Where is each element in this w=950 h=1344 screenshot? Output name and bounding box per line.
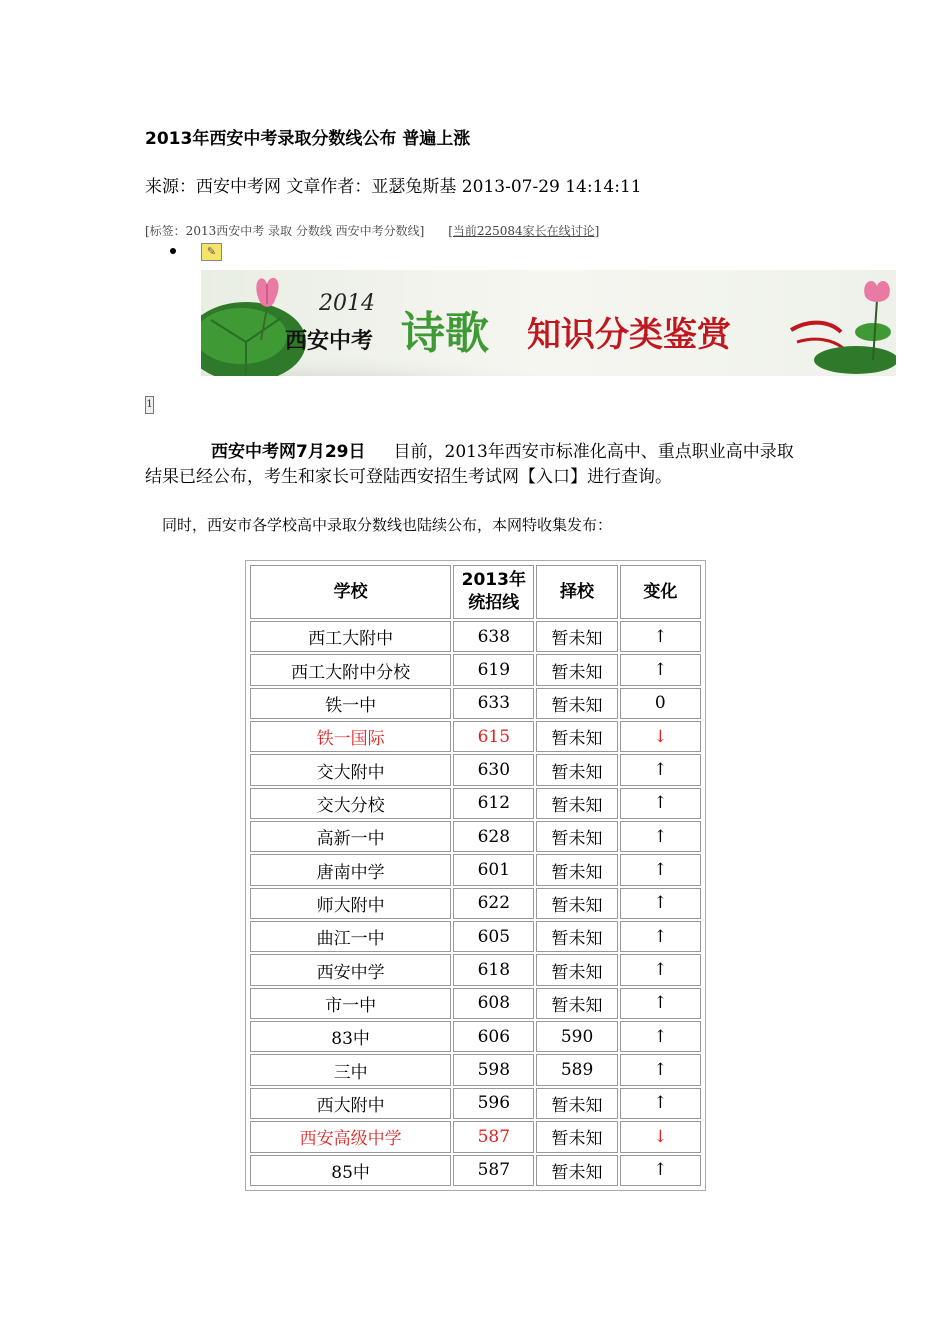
banner-right-text: 知识分类鉴赏	[527, 315, 731, 355]
school-cell: 西工大附中分校	[250, 654, 451, 685]
school-cell: 西工大附中	[250, 621, 451, 652]
choice-cell: 暂未知	[536, 688, 617, 719]
table-header-row	[250, 565, 701, 619]
choice-cell: 暂未知	[536, 754, 617, 785]
score-cell: 622	[453, 888, 534, 919]
banner-image	[201, 270, 896, 376]
change-cell: 0	[620, 688, 701, 719]
school-cell: 铁一国际	[250, 721, 451, 752]
choice-cell: 暂未知	[536, 821, 617, 852]
choice-cell: 暂未知	[536, 921, 617, 952]
table-row	[250, 1155, 701, 1187]
choice-cell: 暂未知	[536, 888, 617, 919]
change-cell: ↑	[620, 654, 701, 685]
school-cell: 曲江一中	[250, 921, 451, 952]
change-cell: ↑	[620, 821, 701, 852]
score-cell: 608	[453, 988, 534, 1019]
change-cell: ↑	[620, 621, 701, 652]
change-cell: ↑	[620, 854, 701, 885]
school-cell: 西安高级中学	[250, 1121, 451, 1152]
choice-cell: 暂未知	[536, 1088, 617, 1119]
change-cell: ↓	[620, 721, 701, 752]
table-row	[250, 988, 701, 1019]
article-title: 2013年西安中考录取分数线公布 普遍上涨	[145, 129, 471, 149]
broken-image-icon: 1	[145, 396, 154, 414]
table-row	[250, 954, 701, 985]
change-cell: ↑	[620, 1088, 701, 1119]
table-row	[250, 1088, 701, 1119]
score-cell: 605	[453, 921, 534, 952]
change-cell: ↓	[620, 1121, 701, 1152]
intro-paragraph	[145, 440, 810, 490]
choice-cell: 590	[536, 1021, 617, 1052]
score-cell: 612	[453, 788, 534, 819]
school-cell: 铁一中	[250, 688, 451, 719]
score-cell: 615	[453, 721, 534, 752]
school-cell: 西大附中	[250, 1088, 451, 1119]
choice-cell: 589	[536, 1054, 617, 1085]
score-cell: 601	[453, 854, 534, 885]
table-row	[250, 854, 701, 885]
table-row	[250, 654, 701, 685]
table-row	[250, 1054, 701, 1085]
school-cell: 高新一中	[250, 821, 451, 852]
header-choice: 择校	[536, 565, 617, 619]
collection-paragraph: 同时，西安市各学校高中录取分数线也陆续公布，本网特收集发布：	[162, 516, 613, 534]
score-cell: 606	[453, 1021, 534, 1052]
score-table-container	[245, 560, 706, 1191]
banner-big-text: 诗歌	[401, 308, 489, 359]
score-cell: 618	[453, 954, 534, 985]
article-meta: 来源：西安中考网 文章作者：亚瑟兔斯基 2013-07-29 14:14:11	[145, 177, 642, 197]
intro-lead: 西安中考网7月29日	[211, 442, 366, 462]
banner-left-text: 西安中考	[285, 328, 374, 354]
school-cell: 三中	[250, 1054, 451, 1085]
score-cell: 638	[453, 621, 534, 652]
choice-cell: 暂未知	[536, 721, 617, 752]
choice-cell: 暂未知	[536, 988, 617, 1019]
school-cell: 市一中	[250, 988, 451, 1019]
table-row	[250, 1021, 701, 1052]
choice-cell: 暂未知	[536, 654, 617, 685]
school-cell: 交大分校	[250, 788, 451, 819]
list-bullet	[170, 248, 176, 254]
table-row	[250, 921, 701, 952]
score-cell: 587	[453, 1155, 534, 1187]
school-cell: 西安中学	[250, 954, 451, 985]
school-cell: 83中	[250, 1021, 451, 1052]
score-cell: 587	[453, 1121, 534, 1152]
change-cell: ↑	[620, 988, 701, 1019]
choice-cell: 暂未知	[536, 788, 617, 819]
school-cell: 85中	[250, 1155, 451, 1187]
choice-cell: 暂未知	[536, 954, 617, 985]
change-cell: ↑	[620, 1155, 701, 1187]
change-cell: ↑	[620, 788, 701, 819]
score-cell: 619	[453, 654, 534, 685]
table-row	[250, 788, 701, 819]
table-row	[250, 1121, 701, 1152]
intro-body: 目前，2013年西安市标准化高中、重点职业高中录取结果已经公布，考生和家长可登陆西安招生考试网【入口】进行查询。	[145, 442, 794, 487]
change-cell: ↑	[620, 1054, 701, 1085]
choice-cell: 暂未知	[536, 1121, 617, 1152]
score-table	[248, 563, 703, 1188]
table-row	[250, 721, 701, 752]
header-score: 2013年统招线	[453, 565, 534, 619]
banner-year: 2014	[319, 291, 375, 316]
school-cell: 交大附中	[250, 754, 451, 785]
table-row	[250, 688, 701, 719]
change-cell: ↑	[620, 754, 701, 785]
choice-cell: 暂未知	[536, 1155, 617, 1187]
change-cell: ↑	[620, 888, 701, 919]
header-school: 学校	[250, 565, 451, 619]
tags-line	[145, 222, 599, 239]
score-cell: 596	[453, 1088, 534, 1119]
header-change: 变化	[620, 565, 701, 619]
table-row	[250, 754, 701, 785]
table-row	[250, 821, 701, 852]
change-cell: ↑	[620, 921, 701, 952]
change-cell: ↑	[620, 954, 701, 985]
tags-label: [标签：2013西安中考 录取 分数线 西安中考分数线]	[145, 224, 425, 238]
score-cell: 630	[453, 754, 534, 785]
table-row	[250, 888, 701, 919]
choice-cell: 暂未知	[536, 854, 617, 885]
choice-cell: 暂未知	[536, 621, 617, 652]
score-cell: 628	[453, 821, 534, 852]
school-cell: 唐南中学	[250, 854, 451, 885]
score-cell: 633	[453, 688, 534, 719]
online-discussion-link[interactable]: [当前225084家长在线讨论]	[448, 224, 600, 238]
attachment-icon[interactable]: ✎	[201, 243, 222, 261]
school-cell: 师大附中	[250, 888, 451, 919]
score-cell: 598	[453, 1054, 534, 1085]
table-row	[250, 621, 701, 652]
change-cell: ↑	[620, 1021, 701, 1052]
